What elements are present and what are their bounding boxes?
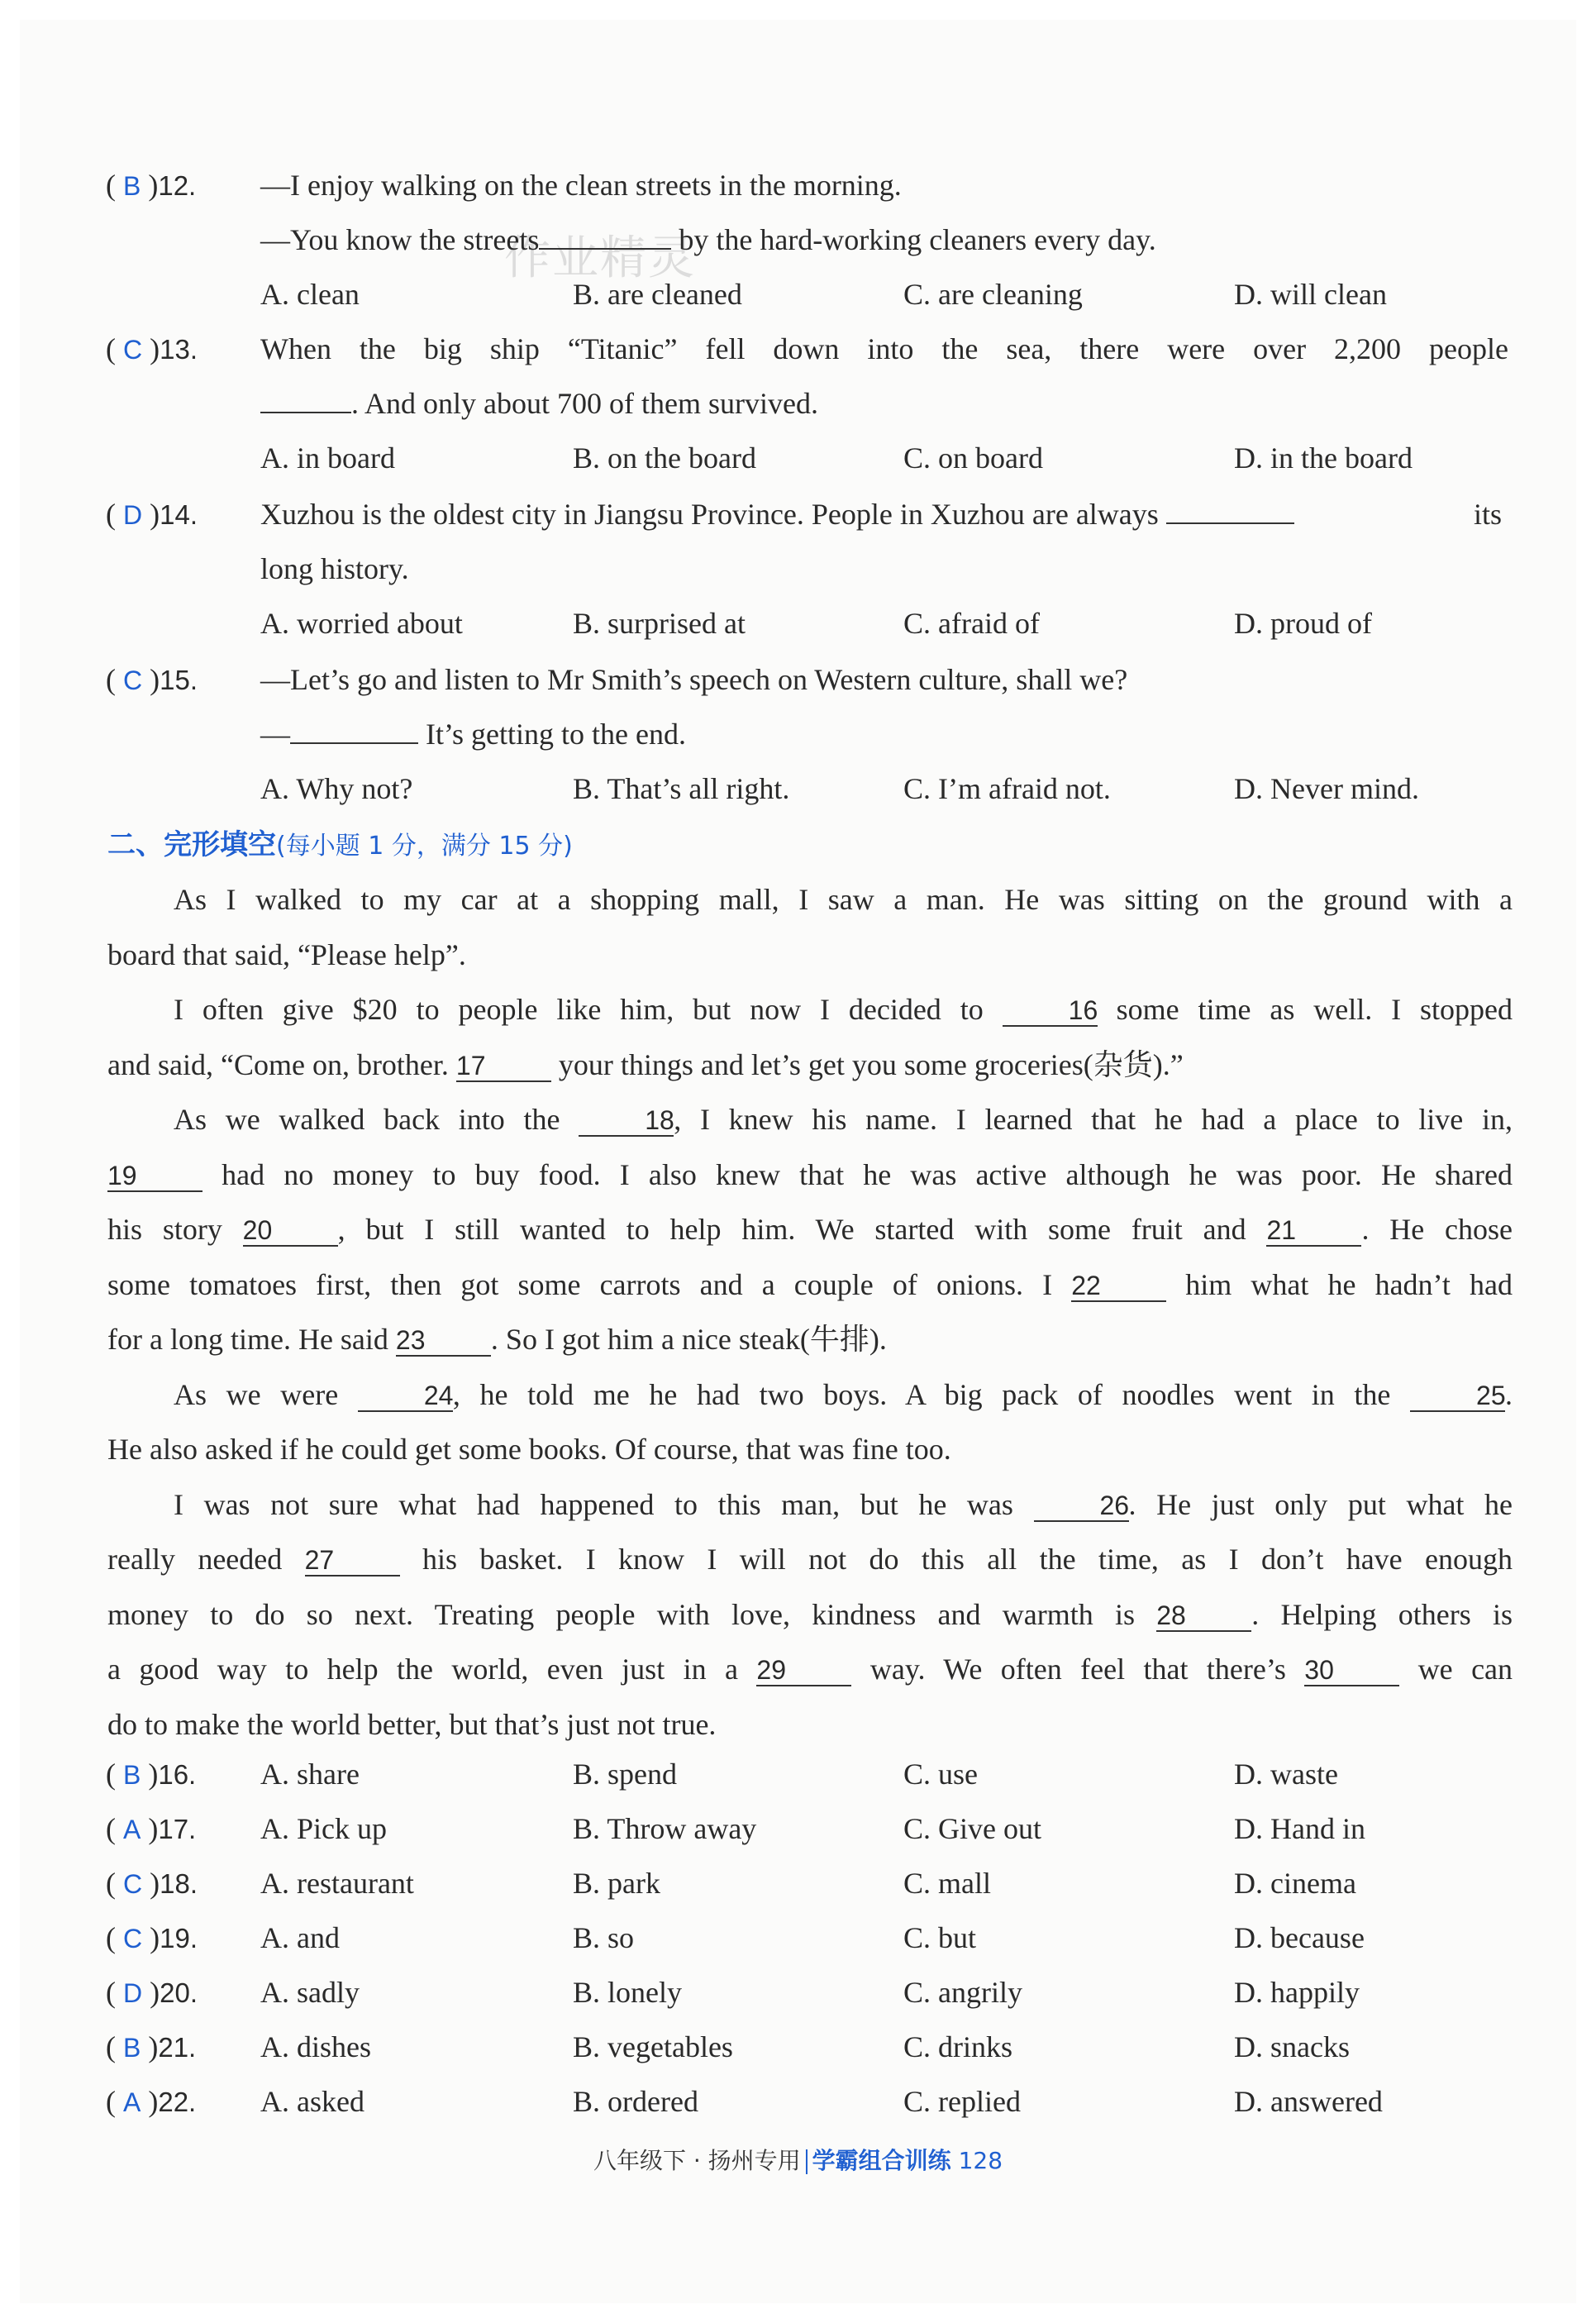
option-c: C. on board bbox=[903, 441, 1043, 475]
option-c: C. replied bbox=[903, 2085, 1021, 2118]
answer-blank bbox=[1166, 522, 1294, 524]
option-d: D. happily bbox=[1234, 1976, 1360, 2009]
blank-26: 26 bbox=[1034, 1491, 1129, 1522]
option-a: A. Why not? bbox=[260, 772, 413, 805]
question-text: Xuzhou is the oldest city in Jiangsu Province. People in Xuzhou are always bbox=[260, 496, 1294, 532]
answer-paren: ( C )15. bbox=[106, 663, 198, 696]
option-a: A. in board bbox=[260, 441, 395, 475]
blank-24: 24 bbox=[358, 1381, 453, 1412]
option-b: B. lonely bbox=[573, 1976, 682, 2009]
passage-line: for a long time. He said 23 . So I got him a nice steak(牛排). bbox=[107, 1323, 887, 1356]
blank-25: 25 bbox=[1410, 1381, 1505, 1412]
passage-line: some tomatoes first, then got some carrots and a couple of onions. I 22 him what he hadn’t had bbox=[107, 1267, 1513, 1301]
page-number: 128 bbox=[958, 2147, 1003, 2174]
blank-29: 29 bbox=[756, 1655, 851, 1686]
answer-paren: ( C )18. bbox=[106, 1867, 198, 1900]
option-d: D. in the board bbox=[1234, 441, 1413, 475]
option-c: C. use bbox=[903, 1758, 978, 1791]
option-b: B. That’s all right. bbox=[573, 772, 790, 805]
cloze-passage bbox=[107, 872, 1513, 1752]
blank-30: 30 bbox=[1304, 1655, 1399, 1686]
option-a: A. restaurant bbox=[260, 1867, 414, 1900]
option-a: A. share bbox=[260, 1758, 360, 1791]
option-c: C. but bbox=[903, 1921, 977, 1954]
passage-line: board that said, “Please help”. bbox=[107, 937, 466, 971]
section-heading: 二、完形填空(每小题 1 分，满分 15 分) bbox=[107, 828, 573, 861]
option-d: D. proud of bbox=[1234, 607, 1372, 640]
footer-brand: 学霸组合训练 bbox=[812, 2147, 951, 2174]
answer-paren: ( D )14. bbox=[106, 498, 198, 531]
option-b: B. ordered bbox=[573, 2085, 698, 2118]
footer-grade: 八年级下 · 扬州专用 bbox=[593, 2147, 801, 2174]
option-c: C. are cleaning bbox=[903, 278, 1083, 311]
question-text-line2: . And only about 700 of them survived. bbox=[260, 385, 818, 422]
answer-paren: ( B )16. bbox=[106, 1758, 197, 1791]
question-text: —Let’s go and listen to Mr Smith’s speech on Western culture, shall we? bbox=[260, 663, 1128, 696]
option-b: B. park bbox=[573, 1867, 660, 1900]
page-footer bbox=[0, 2143, 1596, 2176]
blank-22: 22 bbox=[1071, 1271, 1166, 1302]
passage-line: I often give $20 to people like him, but now I decided to 16 some time as well. I stopped bbox=[174, 993, 1513, 1026]
option-d: D. because bbox=[1234, 1921, 1365, 1954]
answer-paren: ( A )17. bbox=[106, 1812, 197, 1845]
passage-line: 19 had no money to buy food. I also knew that he was active although he was poor. He shared bbox=[107, 1157, 1513, 1191]
answer-paren: ( C )13. bbox=[106, 332, 198, 365]
option-b: B. spend bbox=[573, 1758, 677, 1791]
option-b: B. surprised at bbox=[573, 607, 746, 640]
blank-19: 19 bbox=[107, 1161, 202, 1192]
option-b: B. so bbox=[573, 1921, 635, 1954]
option-d: D. snacks bbox=[1234, 2030, 1350, 2063]
blank-18: 18 bbox=[579, 1105, 674, 1137]
blank-21: 21 bbox=[1266, 1215, 1361, 1247]
question-text-line2: long history. bbox=[260, 552, 409, 585]
passage-line: a good way to help the world, even just in a 29 way. We often feel that there’s 30 we can bbox=[107, 1653, 1513, 1686]
answer-blank bbox=[260, 412, 351, 413]
option-b: B. on the board bbox=[573, 441, 756, 475]
question-text-line2: — It’s getting to the end. bbox=[260, 718, 686, 751]
answer-blank bbox=[539, 248, 671, 250]
passage-line: He also asked if he could get some books. Of course, that was fine too. bbox=[107, 1433, 951, 1466]
question-text-line2: —You know the streets by the hard-working cleaners every day. bbox=[260, 223, 1156, 256]
option-d: D. Hand in bbox=[1234, 1812, 1365, 1845]
option-a: A. asked bbox=[260, 2085, 364, 2118]
answer-paren: ( C )19. bbox=[106, 1921, 198, 1954]
answer-paren: ( A )22. bbox=[106, 2085, 197, 2118]
option-a: A. dishes bbox=[260, 2030, 371, 2063]
option-c: C. I’m afraid not. bbox=[903, 772, 1111, 805]
option-d: D. waste bbox=[1234, 1758, 1338, 1791]
option-d: D. answered bbox=[1234, 2085, 1383, 2118]
option-a: A. sadly bbox=[260, 1976, 360, 2009]
footer-divider bbox=[806, 2149, 808, 2174]
blank-23: 23 bbox=[396, 1325, 491, 1357]
passage-line: really needed 27 his basket. I know I will not do this all the time, as I don’t have enough bbox=[107, 1543, 1513, 1576]
option-c: C. drinks bbox=[903, 2030, 1013, 2063]
passage-line: As we walked back into the 18, I knew his name. I learned that he had a place to live in, bbox=[174, 1103, 1513, 1136]
passage-line: do to make the world better, but that’s just not true. bbox=[107, 1707, 717, 1741]
blank-20: 20 bbox=[243, 1215, 338, 1247]
answer-paren: ( B )21. bbox=[106, 2030, 197, 2063]
option-a: A. clean bbox=[260, 278, 360, 311]
blank-16: 16 bbox=[1003, 995, 1098, 1027]
option-d: D. cinema bbox=[1234, 1867, 1356, 1900]
blank-28: 28 bbox=[1156, 1600, 1251, 1632]
question-text-end: its bbox=[1474, 498, 1503, 531]
option-a: A. worried about bbox=[260, 607, 463, 640]
option-c: C. afraid of bbox=[903, 607, 1040, 640]
passage-line: I was not sure what had happened to this man, but he was 26. He just only put what he bbox=[174, 1487, 1513, 1521]
option-b: B. Throw away bbox=[573, 1812, 757, 1845]
question-text: —I enjoy walking on the clean streets in the morning. bbox=[260, 169, 902, 202]
option-a: A. Pick up bbox=[260, 1812, 387, 1845]
option-c: C. mall bbox=[903, 1867, 991, 1900]
option-b: B. are cleaned bbox=[573, 278, 742, 311]
option-b: B. vegetables bbox=[573, 2030, 733, 2063]
answer-paren: ( D )20. bbox=[106, 1976, 198, 2009]
option-a: A. and bbox=[260, 1921, 340, 1954]
passage-line: and said, “Come on, brother. 17 your things and let’s get you some groceries(杂货).” bbox=[107, 1047, 1184, 1081]
option-d: D. Never mind. bbox=[1234, 772, 1419, 805]
passage-line: As I walked to my car at a shopping mall, I saw a man. He was sitting on the ground with a bbox=[174, 883, 1513, 916]
passage-line: money to do so next. Treating people with love, kindness and warmth is 28 . Helping others is bbox=[107, 1597, 1513, 1631]
option-c: C. Give out bbox=[903, 1812, 1041, 1845]
answer-paren: ( B )12. bbox=[106, 169, 197, 202]
question-text: When the big ship “Titanic” fell down into the sea, there were over 2,200 people bbox=[260, 332, 1508, 365]
option-c: C. angrily bbox=[903, 1976, 1022, 2009]
watermark: 作业精灵 bbox=[504, 231, 696, 285]
blank-17: 17 bbox=[456, 1051, 551, 1082]
blank-27: 27 bbox=[305, 1545, 400, 1576]
passage-line: his story 20 , but I still wanted to help him. We started with some fruit and 21 . He chose bbox=[107, 1213, 1513, 1246]
passage-line: As we were 24, he told me he had two boys. A big pack of noodles went in the 25. bbox=[174, 1377, 1513, 1411]
answer-blank bbox=[290, 742, 418, 744]
option-d: D. will clean bbox=[1234, 278, 1387, 311]
